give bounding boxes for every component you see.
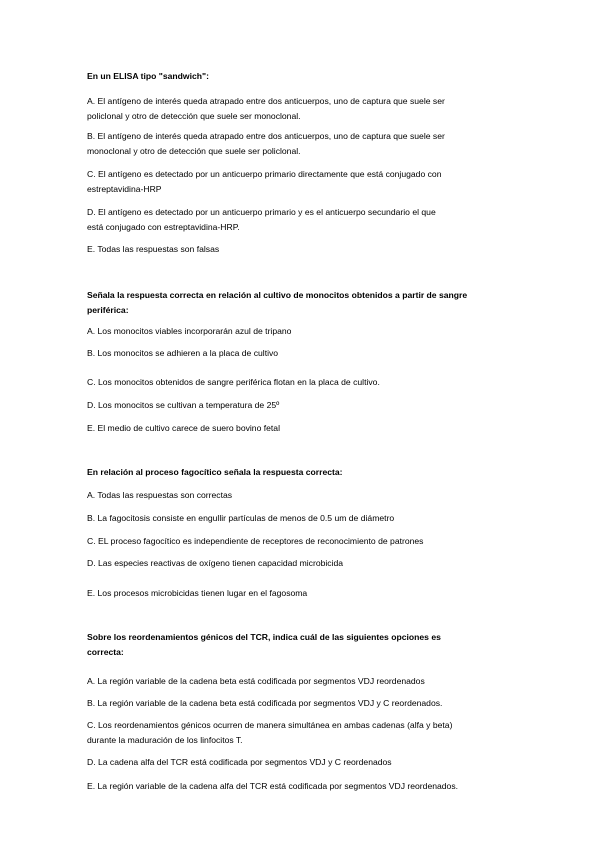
question-1-option-e: E. Todas las respuestas son falsas	[87, 244, 220, 254]
question-4-title: Sobre los reordenamientos génicos del TCR, indica cuál de las siguientes opciones es correcta:	[87, 632, 441, 657]
question-4-option-c: C. Los reordenamientos génicos ocurren de manera simultánea en ambas cadenas (alfa y beta) durante la maduración de los linfocitos T.	[87, 720, 453, 745]
question-4-option-a: A. La región variable de la cadena beta está codificada por segmentos VDJ reordenados	[87, 676, 425, 686]
question-4-option-e: E. La región variable de la cadena alfa del TCR está codificada por segmentos VDJ reordenados.	[87, 781, 459, 791]
question-2-option-c: C. Los monocitos obtenidos de sangre periférica flotan en la placa de cultivo.	[87, 377, 380, 387]
question-3-option-d: D. Las especies reactivas de oxígeno tienen capacidad microbicida	[87, 558, 344, 568]
question-4-option-d: D. La cadena alfa del TCR está codificada por segmentos VDJ y C reordenados	[87, 757, 392, 767]
question-1-option-a: A. El antígeno de interés queda atrapado entre dos anticuerpos, uno de captura que suele ser policlonal y otro de detección que suele ser monoclonal.	[87, 96, 445, 121]
question-3-title: En relación al proceso fagocítico señala la respuesta correcta:	[87, 467, 343, 477]
question-2-option-e: E. El medio de cultivo carece de suero bovino fetal	[87, 423, 280, 433]
question-2-option-b: B. Los monocitos se adhieren a la placa de cultivo	[87, 348, 279, 358]
question-3-option-a: A. Todas las respuestas son correctas	[87, 490, 233, 500]
question-3-option-b: B. La fagocitosis consiste en engullir partículas de menos de 0.5 um de diámetro	[87, 513, 395, 523]
question-2-option-a: A. Los monocitos viables incorporarán azul de tripano	[87, 326, 292, 336]
question-1-option-d: D. El antígeno es detectado por un anticuerpo primario y es el anticuerpo secundario el que está conjugado con estreptavidina-HRP.	[87, 207, 436, 232]
question-1-title: En un ELISA tipo "sandwich":	[87, 71, 209, 81]
question-2-title: Señala la respuesta correcta en relación al cultivo de monocitos obtenidos a partir de sangre periférica:	[87, 290, 468, 315]
question-4-option-b: B. La región variable de la cadena beta está codificada por segmentos VDJ y C reordenados.	[87, 698, 443, 708]
question-3-option-e: E. Los procesos microbicidas tienen lugar en el fagosoma	[87, 588, 308, 598]
question-3-option-c: C. EL proceso fagocítico es independiente de receptores de reconocimiento de patrones	[87, 536, 424, 546]
question-1-option-b: B. El antígeno de interés queda atrapado entre dos anticuerpos, uno de captura que suele ser monoclonal y otro de detección que suele ser policlonal.	[87, 131, 445, 156]
question-1-option-c: C. El antígeno es detectado por un anticuerpo primario directamente que está conjugado con estreptavidina-HRP	[87, 169, 442, 194]
question-2-option-d: D. Los monocitos se cultivan a temperatura de 25º	[87, 400, 280, 410]
